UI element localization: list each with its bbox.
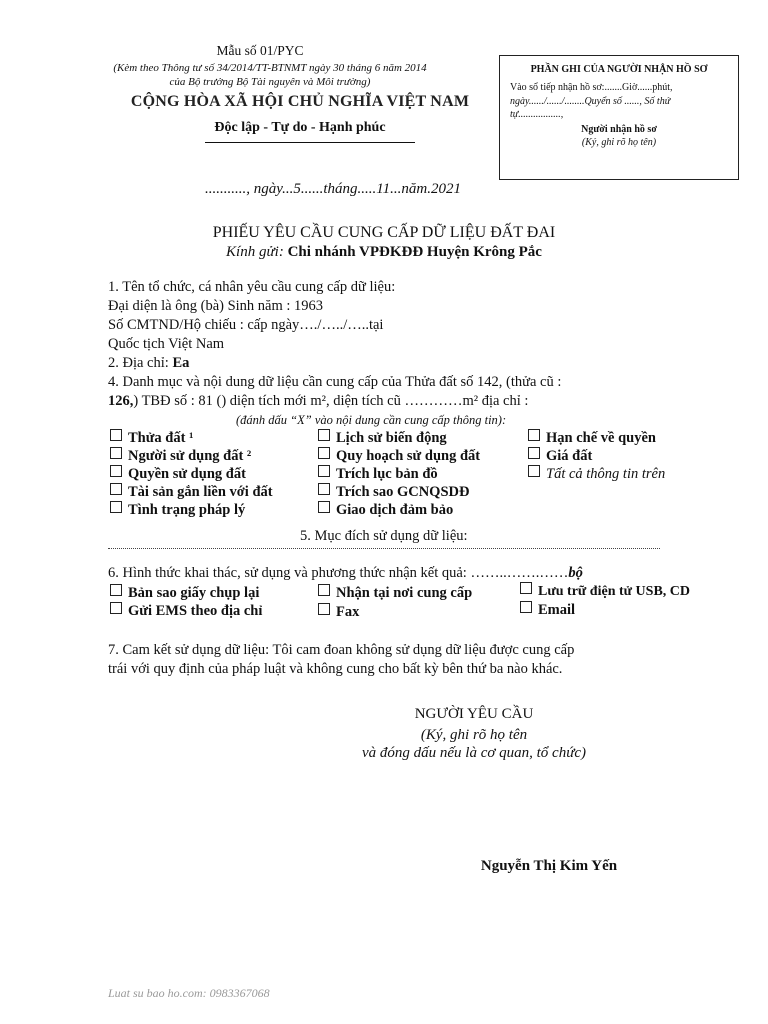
checkbox-label: Fax <box>336 604 360 620</box>
checkbox-label: Giao dịch đảm bảo <box>336 502 454 518</box>
form-number: Mẫu số 01/PYC <box>216 43 304 58</box>
checkbox-instruction: (đánh dấu “X” vào nội dung cần cung cấp thông tin): <box>236 413 507 427</box>
checkbox-label: Lưu trữ điện tử USB, CD <box>538 584 690 599</box>
section-6-heading <box>108 565 583 582</box>
checkbox-square[interactable] <box>520 601 532 613</box>
checkbox-legal-status[interactable] <box>110 501 245 519</box>
checkbox-change-history[interactable] <box>318 429 447 447</box>
checkbox-square[interactable] <box>318 447 330 459</box>
checkbox-square[interactable] <box>318 483 330 495</box>
checkbox-fax[interactable] <box>318 603 359 621</box>
checkbox-label: Quy hoạch sử dụng đất <box>336 448 481 464</box>
section-1-heading: 1. Tên tổ chức, cá nhân yêu cầu cung cấp dữ liệu: <box>108 279 396 295</box>
checkbox-square[interactable] <box>110 483 122 495</box>
addressee-prefix: Kính gửi: <box>226 244 288 260</box>
national-motto: Độc lập - Tự do - Hạnh phúc <box>214 120 386 135</box>
checkbox-label: Tình trạng pháp lý <box>128 502 246 518</box>
legal-basis-line-2: của Bộ trưởng Bộ Tài nguyên và Môi trường) <box>169 76 371 88</box>
section-7-line-1: 7. Cam kết sử dụng dữ liệu: Tôi cam đoan không sử dụng dữ liệu được cung cấp <box>108 642 575 658</box>
checkbox-label: Nhận tại nơi cung cấp <box>336 585 473 601</box>
watermark-text: Luat su bao ho.com: 0983367068 <box>108 986 270 1000</box>
address-label: 2. Địa chỉ: <box>108 355 173 371</box>
checkbox-attached-assets[interactable] <box>110 483 273 501</box>
section-7-line-2: trái với quy định của pháp luật và không cung cho bất kỳ bên thứ ba nào khác. <box>108 661 563 677</box>
receiver-signer-label: Người nhận hồ sơ <box>581 124 657 135</box>
old-parcel-number: 126, <box>108 393 134 409</box>
checkbox-ems[interactable] <box>110 602 262 620</box>
checkbox-map-extract[interactable] <box>318 465 438 483</box>
addressee-name: Chi nhánh VPĐKĐĐ Huyện Krông Pắc <box>287 244 542 260</box>
checkbox-usb-cd[interactable] <box>520 582 690 600</box>
requester-sign-note-2: và đóng dấu nếu là cơ quan, tổ chức) <box>361 745 587 761</box>
checkbox-all-information[interactable] <box>528 465 665 483</box>
receiver-box-title: PHẦN GHI CỦA NGƯỜI NHẬN HỒ SƠ <box>530 64 708 75</box>
checkbox-label: Hạn chế về quyền <box>546 430 656 446</box>
checkbox-label: Trích sao GCNQSDĐ <box>336 484 470 500</box>
checkbox-certificate-copy[interactable] <box>318 483 469 501</box>
checkbox-square[interactable] <box>110 429 122 441</box>
checkbox-label: Bản sao giấy chụp lại <box>128 585 260 601</box>
checkbox-label: Giá đất <box>546 448 593 464</box>
checkbox-square[interactable] <box>110 602 122 614</box>
document-title: PHIẾU YÊU CẦU CUNG CẤP DỮ LIỆU ĐẤT ĐAI <box>212 224 556 241</box>
checkbox-square[interactable] <box>318 603 330 615</box>
checkbox-square[interactable] <box>520 582 532 594</box>
national-title: CỘNG HÒA XÃ HỘI CHỦ NGHĨA VIỆT NAM <box>130 93 470 110</box>
checkbox-receive-onsite[interactable] <box>318 584 472 602</box>
checkbox-land-user[interactable] <box>110 447 251 465</box>
address-line <box>108 355 189 372</box>
checkbox-square[interactable] <box>318 501 330 513</box>
checkbox-square[interactable] <box>110 584 122 596</box>
section-6-heading-text: 6. Hình thức khai thác, sử dụng và phương thức nhận kết quả: ……..…….…… <box>108 565 569 581</box>
checkbox-square[interactable] <box>110 501 122 513</box>
receiver-order-line: tự................., <box>510 109 564 120</box>
requester-sign-note-1: (Ký, ghi rõ họ tên <box>420 727 528 743</box>
checkbox-parcel[interactable] <box>110 429 193 447</box>
checkbox-square[interactable] <box>528 465 540 477</box>
motto-underline <box>205 142 415 143</box>
checkbox-square[interactable] <box>318 465 330 477</box>
representative-line: Đại diện là ông (bà) Sinh năm : 1963 <box>108 298 324 314</box>
checkbox-rights-restriction[interactable] <box>528 429 656 447</box>
checkbox-square[interactable] <box>110 465 122 477</box>
nationality-line: Quốc tịch Việt Nam <box>108 336 225 352</box>
checkbox-label: Lịch sử biến động <box>336 430 447 446</box>
receiver-date-line: ngày....../....../........Quyển số ......, Số thứ <box>510 96 671 107</box>
requester-label: NGƯỜI YÊU CẦU <box>414 706 534 722</box>
date-line: ..........., ngày...5......tháng.....11...năm.2021 <box>205 181 461 197</box>
legal-basis-line-1: (Kèm theo Thông tư số 34/2014/TT-BTNMT ngày 30 tháng 6 năm 2014 <box>113 62 427 74</box>
checkbox-label: Gửi EMS theo địa chỉ <box>128 603 263 619</box>
section-4-line-2-rest: ) TBĐ số : 81 () diện tích mới m², diện tích cũ …………m² địa chỉ : <box>133 393 529 409</box>
checkbox-square[interactable] <box>528 447 540 459</box>
address-value: Ea <box>172 355 190 371</box>
section-6-heading-value: bộ <box>568 565 583 581</box>
purpose-dotted-line <box>108 548 660 550</box>
checkbox-email[interactable] <box>520 601 575 619</box>
checkbox-square[interactable] <box>110 447 122 459</box>
checkbox-square[interactable] <box>318 584 330 596</box>
checkbox-label: Thửa đất ¹ <box>128 430 194 446</box>
section-4-line-1: 4. Danh mục và nội dung dữ liệu cần cung cấp của Thửa đất số 142, (thửa cũ : <box>108 374 562 390</box>
checkbox-label: Tài sản gắn liền với đất <box>128 484 273 500</box>
checkbox-square[interactable] <box>528 429 540 441</box>
id-card-line: Số CMTND/Hộ chiếu : cấp ngày…./…../…..tại <box>108 317 384 333</box>
checkbox-secured-transaction[interactable] <box>318 501 453 519</box>
checkbox-square[interactable] <box>318 429 330 441</box>
checkbox-land-use-planning[interactable] <box>318 447 480 465</box>
checkbox-land-use-right[interactable] <box>110 465 246 483</box>
section-4-line-2 <box>108 393 528 410</box>
requester-name: Nguyễn Thị Kim Yến <box>480 858 618 874</box>
checkbox-label: Email <box>538 602 576 618</box>
receiver-register-line: Vào sổ tiếp nhận hồ sơ:.......Giờ......phút, <box>510 82 673 93</box>
receiver-sign-note: (Ký, ghi rõ họ tên) <box>581 137 657 148</box>
addressee <box>0 244 768 261</box>
checkbox-label: Quyền sử dụng đất <box>128 466 246 482</box>
section-5-heading: 5. Mục đích sử dụng dữ liệu: <box>300 528 468 544</box>
checkbox-label: Người sử dụng đất ² <box>128 448 252 464</box>
checkbox-land-price[interactable] <box>528 447 592 465</box>
checkbox-photocopy[interactable] <box>110 584 259 602</box>
checkbox-label: Trích lục bản đồ <box>336 466 438 482</box>
checkbox-label: Tất cả thông tin trên <box>546 466 666 482</box>
